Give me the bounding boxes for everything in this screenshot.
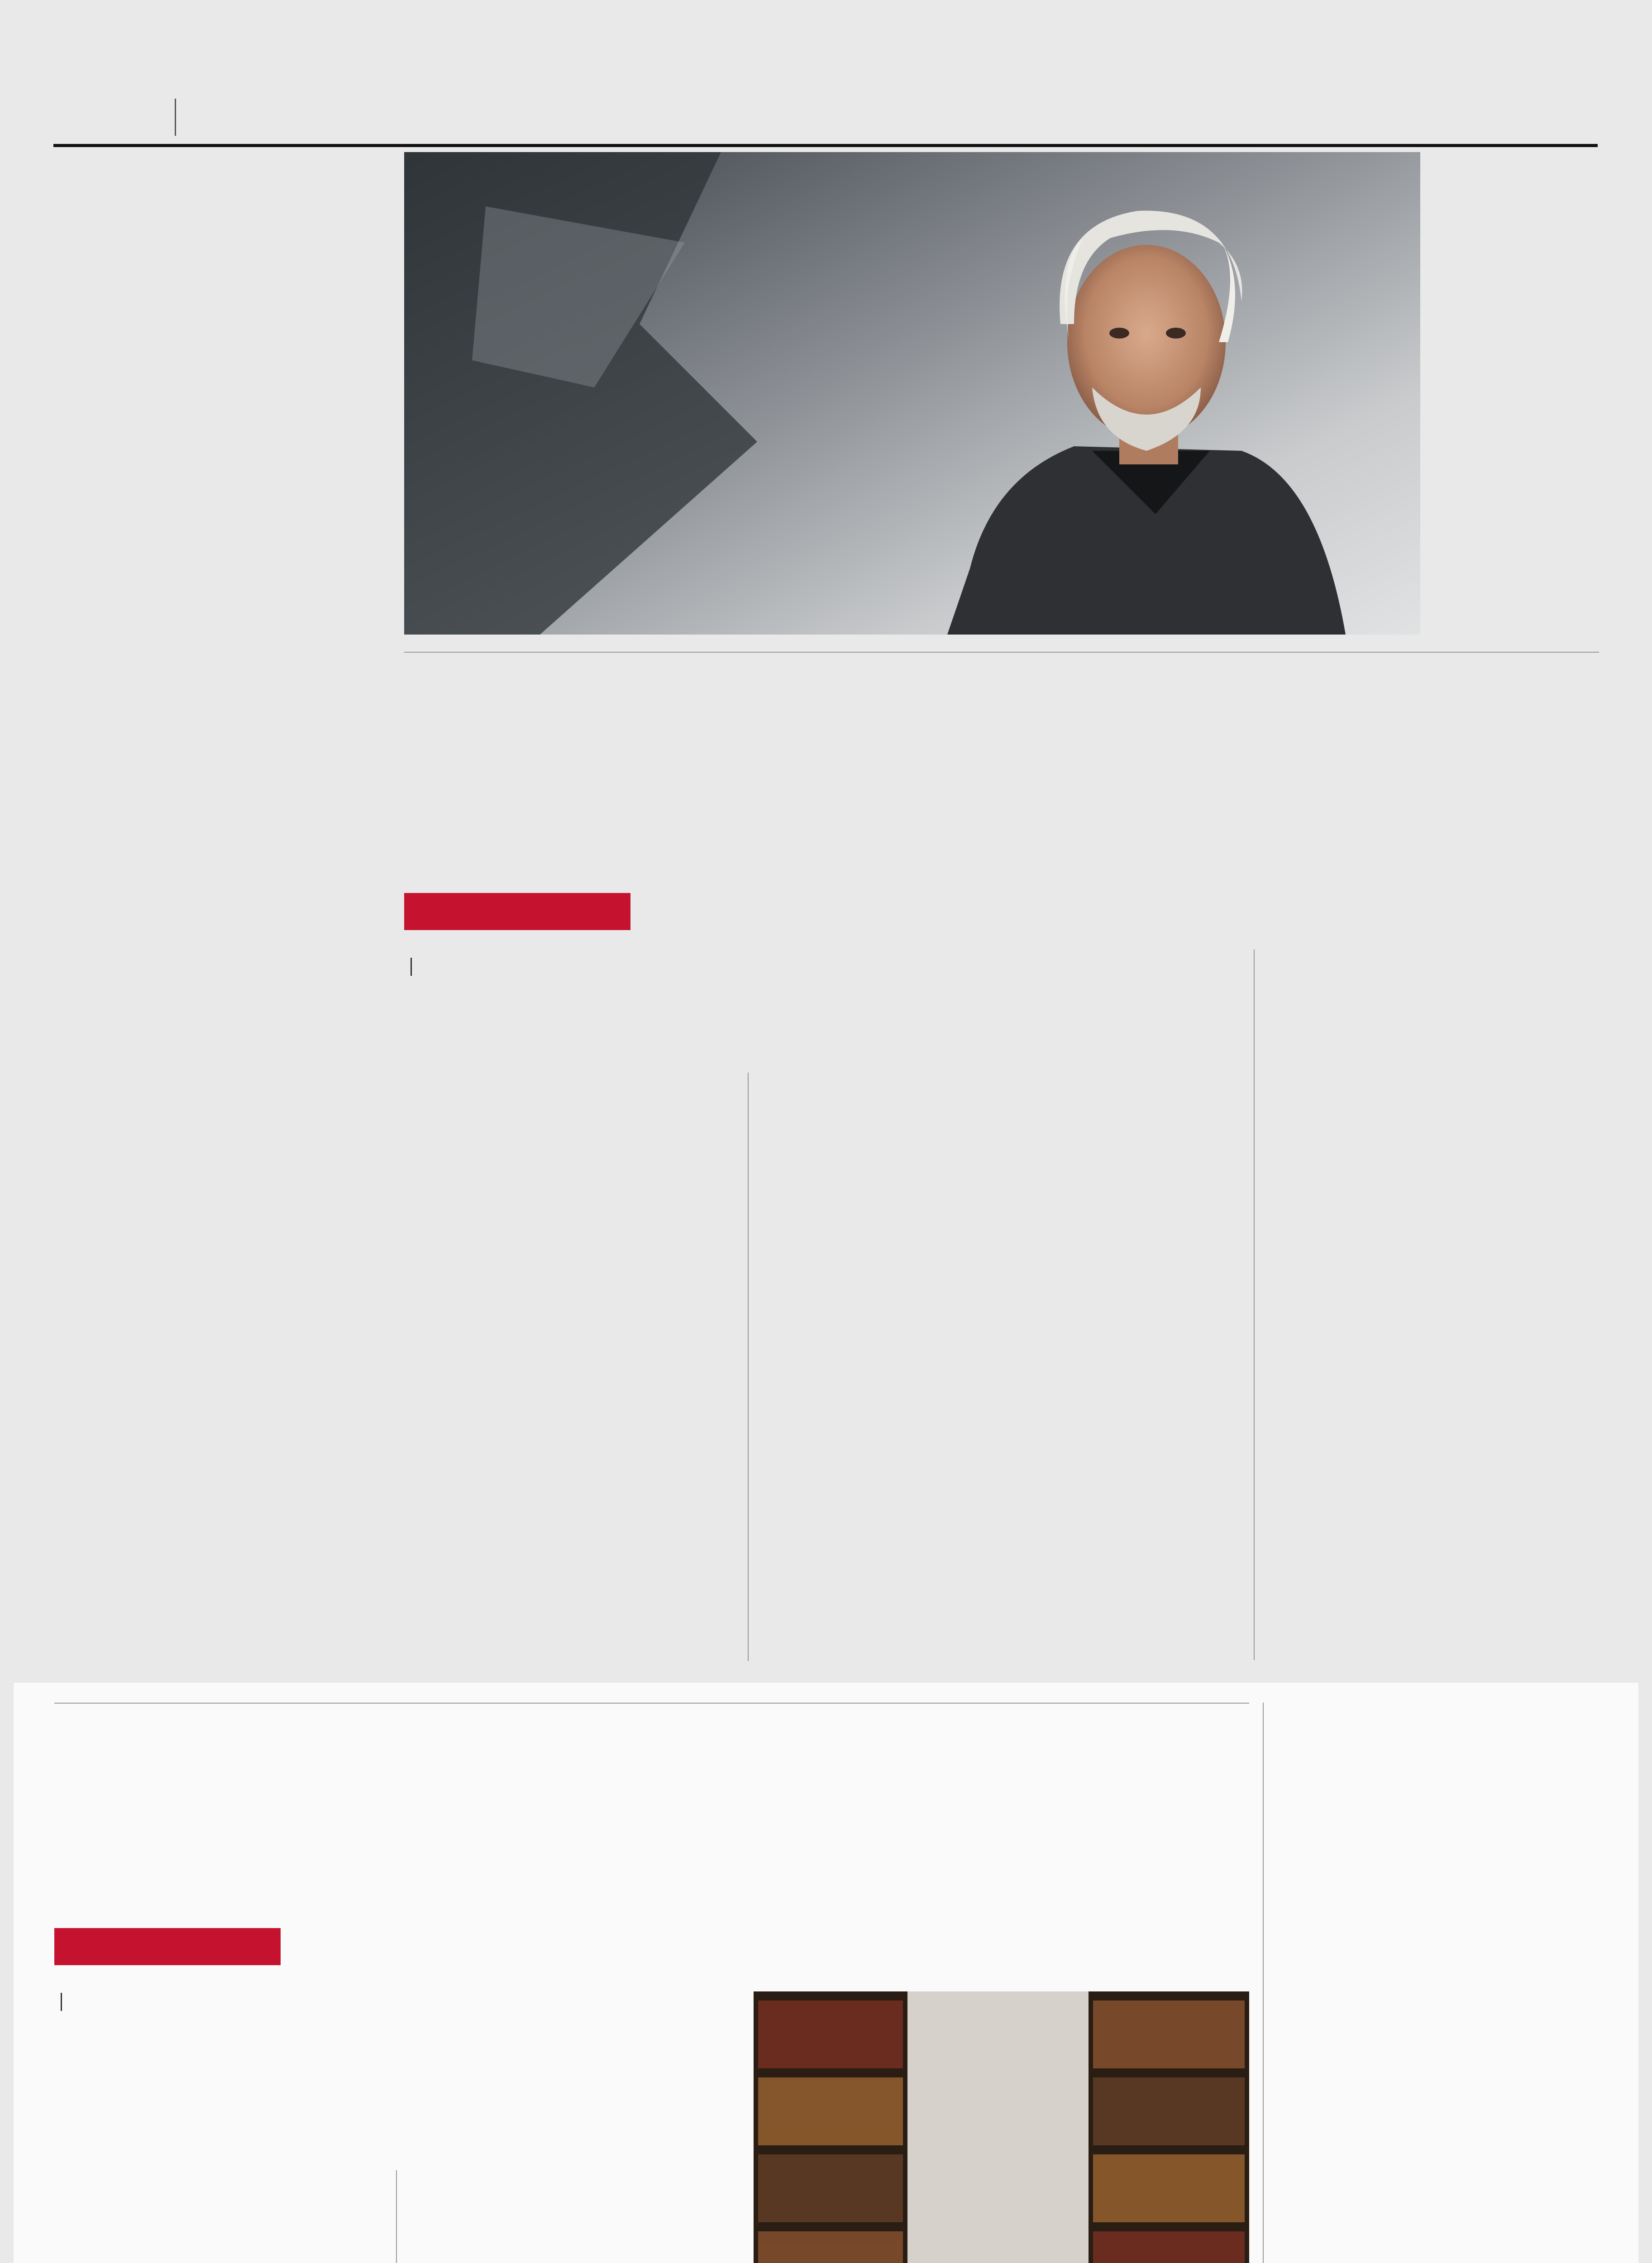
- article2-summary: [54, 1985, 729, 2019]
- kicker-rule-2: [54, 1703, 1249, 1704]
- column-divider-3: [396, 2170, 397, 2263]
- kicker-rule: [404, 652, 1599, 653]
- accent-bar: [404, 893, 630, 930]
- header-rule: [53, 144, 1598, 147]
- column-divider: [748, 1073, 749, 1661]
- column-divider-2: [1254, 950, 1255, 1660]
- photo-rodriguez-elizondo: [404, 152, 1420, 635]
- header-divider: [175, 99, 176, 136]
- column-divider-5: [1263, 1703, 1264, 2263]
- accent-bar-2: [54, 1928, 281, 1965]
- article1-summary: [404, 950, 1246, 983]
- photo-karin-ebensperger: [754, 1991, 1249, 2263]
